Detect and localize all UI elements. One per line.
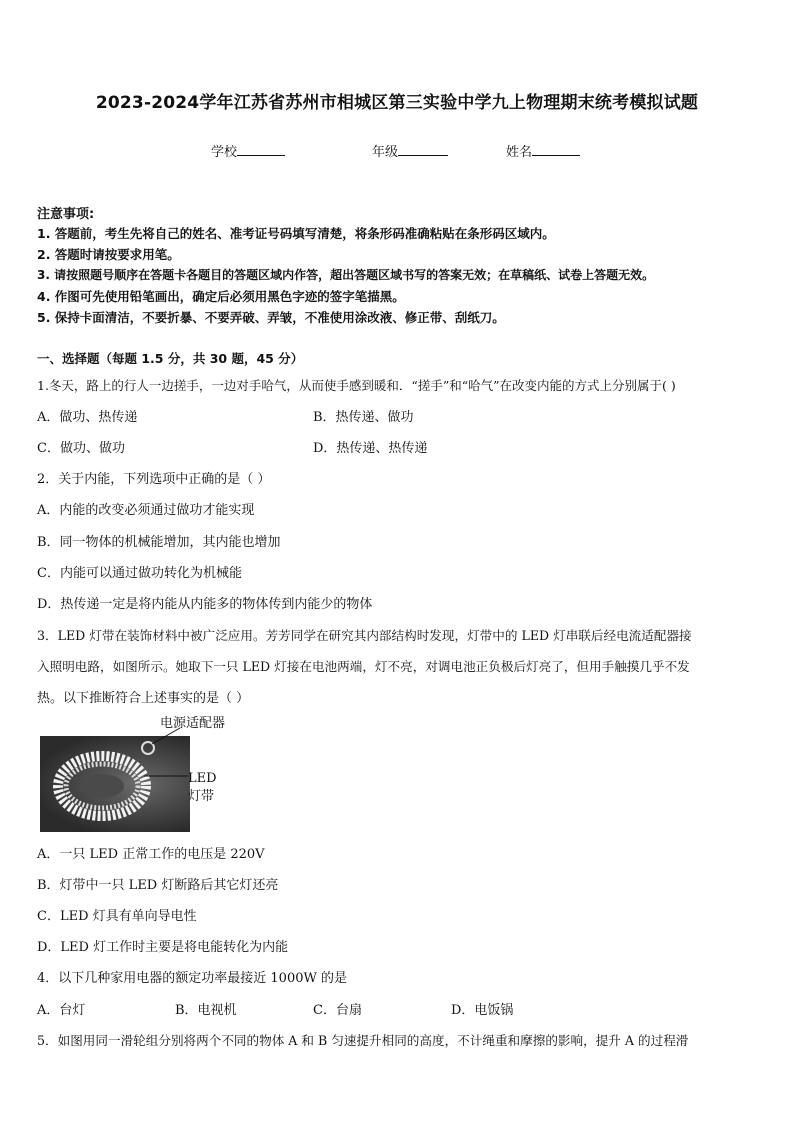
- question-2-option-d: D．热传递一定是将内能从内能多的物体传到内能少的物体: [37, 597, 373, 612]
- question-1-option-b: B．热传递、做功: [313, 410, 414, 425]
- question-5-stem: 5．如图用同一滑轮组分别将两个不同的物体 A 和 B 匀速提升相同的高度，不计绳重和摩擦的影响，提升 A 的过程滑: [37, 1033, 689, 1048]
- question-3-stem-line1: 3．LED 灯带在装饰材料中被广泛应用。芳芳同学在研究其内部结构时发现，灯带中的 LED 灯串联后经电流适配器接: [37, 628, 692, 643]
- page-title: 2023-2024学年江苏省苏州市相城区第三实验中学九上物理期末统考模拟试题: [95, 93, 699, 113]
- question-4-option-b: B．电视机: [175, 1003, 237, 1018]
- question-3-option-d: D．LED 灯工作时主要是将电能转化为内能: [37, 940, 289, 955]
- note-item: 2. 答题时请按要求用笔。: [37, 247, 180, 262]
- note-item: 1. 答题前，考生先将自己的姓名、准考证号码填写清楚，将条形码准确粘贴在条形码区域内。: [37, 226, 555, 241]
- grade-field: [372, 141, 448, 160]
- question-2-option-c: C．内能可以通过做功转化为机械能: [37, 566, 242, 581]
- question-3-option-b: B．灯带中一只 LED 灯断路后其它灯还亮: [37, 878, 279, 893]
- question-4-option-d: D．电饭锅: [451, 1003, 514, 1018]
- question-4-stem: 4．以下几种家用电器的额定功率最接近 1000W 的是: [37, 971, 347, 986]
- question-3-stem-line3: 热。以下推断符合上述事实的是（ ）: [37, 691, 250, 706]
- note-item: 5. 保持卡面清洁，不要折暴、不要弄破、弄皱，不准使用涂改液、修正带、刮纸刀。: [37, 310, 505, 325]
- question-4-option-c: C．台扇: [313, 1003, 362, 1018]
- school-field: [211, 141, 285, 160]
- name-blank: [532, 143, 580, 156]
- question-1-stem: 1.冬天，路上的行人一边搓手，一边对手哈气，从而使手感到暖和．“搓手”和“哈气”在改变内能的方式上分别属于( ): [37, 378, 676, 393]
- question-4-option-a: A．台灯: [37, 1003, 86, 1018]
- ring-center: [80, 774, 124, 798]
- grade-label: 年级: [372, 145, 399, 160]
- label-strip: 灯带: [188, 789, 215, 804]
- question-3-option-a: A．一只 LED 正常工作的电压是 220V: [37, 847, 265, 862]
- question-2-option-a: A．内能的改变必须通过做功才能实现: [37, 503, 255, 518]
- note-item: 3. 请按照题号顺序在答题卡各题目的答题区域内作答，超出答题区域书写的答案无效；在草稿纸、试卷上答题无效。: [37, 268, 655, 282]
- school-blank: [237, 143, 285, 156]
- grade-blank: [398, 143, 448, 156]
- school-label: 学校: [211, 145, 238, 160]
- question-1-option-a: A．做功、热传递: [37, 410, 138, 425]
- section-heading: 一、选择题（每题 1.5 分，共 30 题，45 分）: [37, 351, 304, 366]
- question-2-stem: 2．关于内能，下列选项中正确的是（ ）: [37, 472, 271, 487]
- label-led: LED: [188, 771, 217, 786]
- question-1-option-c: C．做功、做功: [37, 441, 125, 456]
- note-item: 4. 作图可先使用铅笔画出，确定后必须用黑色字迹的签字笔描黑。: [37, 289, 405, 304]
- question-1-option-d: D．热传递、热传递: [313, 441, 428, 456]
- label-power-adapter: 电源适配器: [160, 716, 226, 731]
- name-field: [506, 141, 580, 160]
- led-strip-figure: [40, 714, 240, 832]
- name-label: 姓名: [506, 145, 533, 160]
- question-3-stem-line2: 入照明电路，如图所示。她取下一只 LED 灯接在电池两端，灯不亮，对调电池正负极后灯亮了，但用手触摸几乎不发: [37, 659, 690, 674]
- question-3-option-c: C．LED 灯具有单向导电性: [37, 909, 197, 924]
- question-2-option-b: B．同一物体的机械能增加，其内能也增加: [37, 535, 281, 550]
- notes-heading: 注意事项:: [37, 207, 95, 222]
